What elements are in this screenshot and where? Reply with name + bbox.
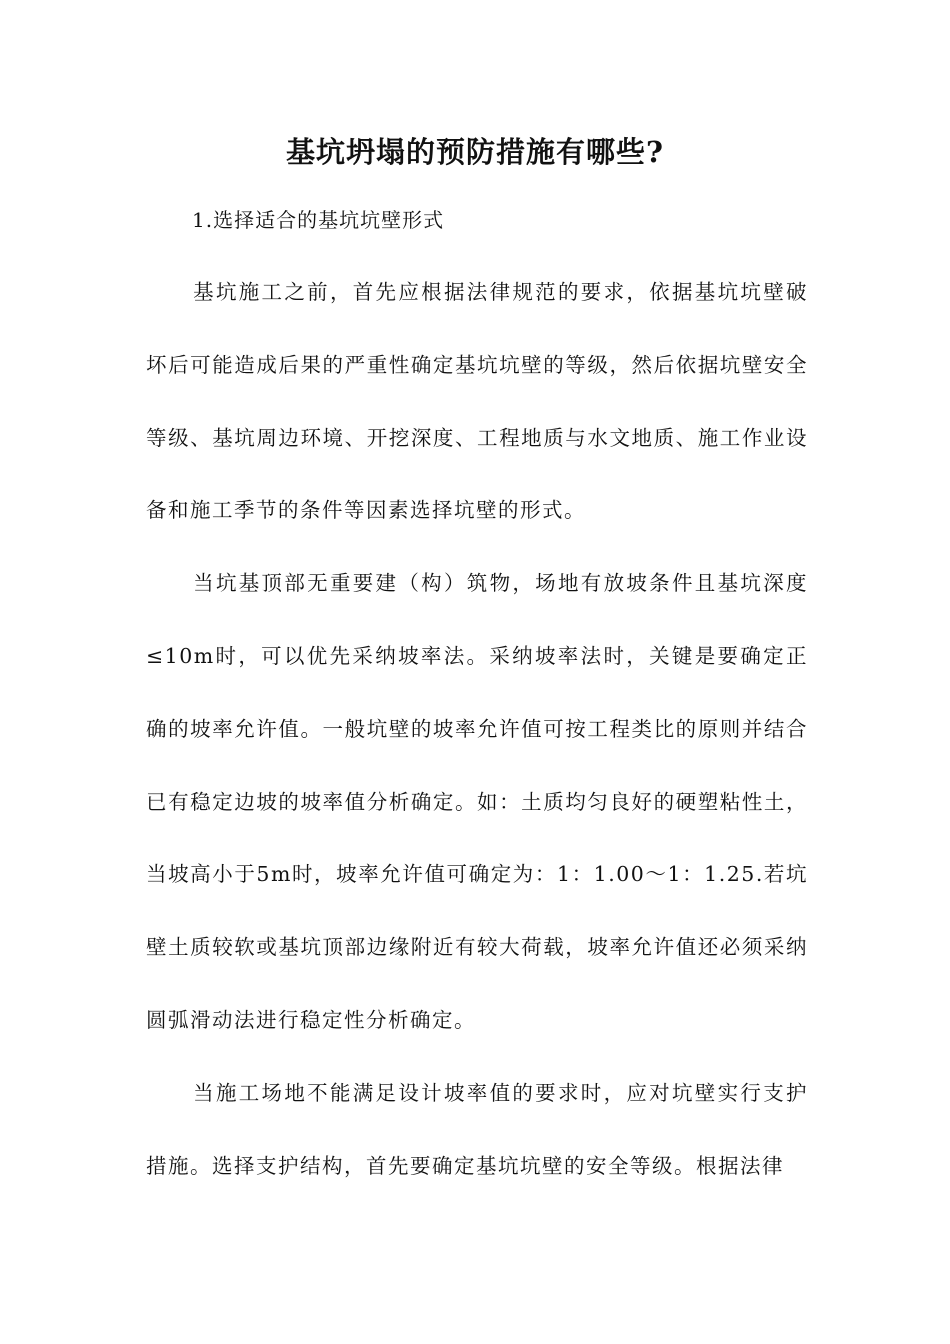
body-text [146, 256, 808, 1202]
paragraph-1: 基坑施工之前，首先应根据法律规范的要求，依据基坑坑壁破坏后可能造成后果的严重性确定基坑坑壁的等级，然后依据坑壁安全等级、基坑周边环境、开挖深度、工程地质与水文地质、施工作业设备和施工季节的条件等因素选择坑壁的形式。 [146, 280, 808, 523]
section-heading: 1.选择适合的基坑坑壁形式 [192, 208, 445, 232]
paragraph-2: 当坑基顶部无重要建（构）筑物，场地有放坡条件且基坑深度≤10m时，可以优先采纳坡率法。采纳坡率法时，关键是要确定正确的坡率允许值。一般坑壁的坡率允许值可按工程类比的原则并结合已有稳定边坡的坡率值分析确定。如：土质均匀良好的硬塑粘性土，当坡高小于5m时，坡率允许值可确定为：1：1.00～1：1.25.若坑壁土质较软或基坑顶部边缘附近有较大荷载，坡率允许值还必须采纳圆弧滑动法进行稳定性分析确定。 [146, 571, 808, 1032]
paragraph-3: 当施工场地不能满足设计坡率值的要求时，应对坑壁实行支护措施。选择支护结构，首先要确定基坑坑壁的安全等级。根据法律 [146, 1080, 808, 1178]
document-title: 基坑坍塌的预防措施有哪些? [286, 135, 664, 169]
